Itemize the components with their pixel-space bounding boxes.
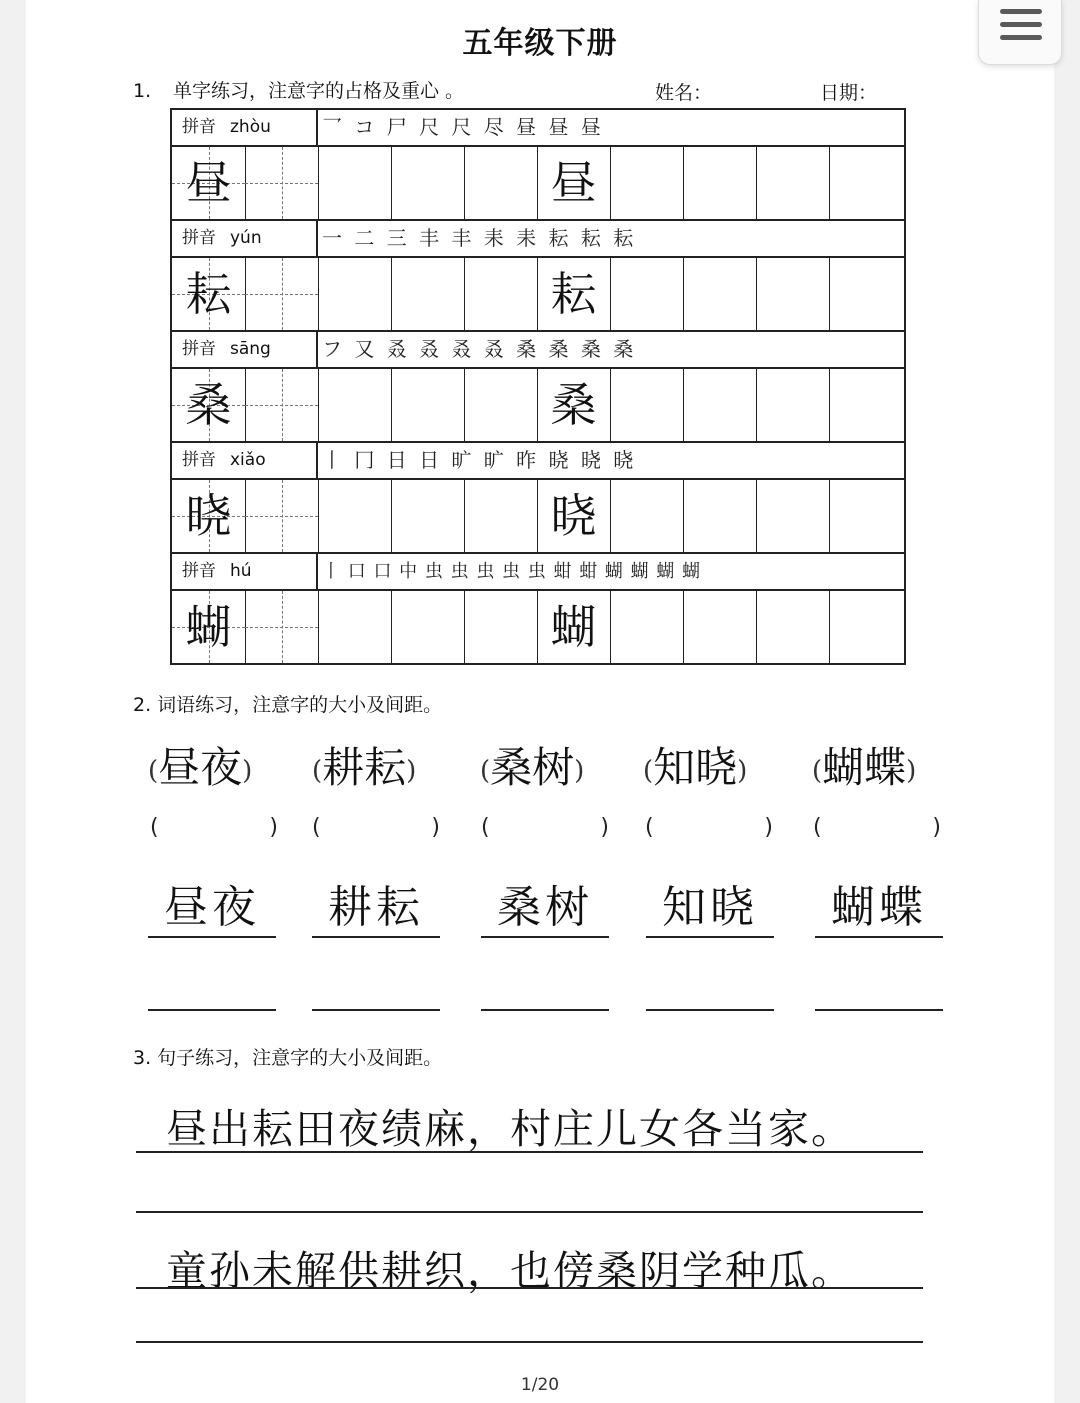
hamburger-menu-icon	[1000, 35, 1042, 40]
word-with-parens: (蝴蝶)	[812, 743, 917, 792]
pinyin-text: yún	[230, 228, 262, 248]
writing-cell	[464, 591, 538, 663]
empty-parens: ( )	[645, 815, 773, 840]
word-on-line: 蝴蝶	[815, 880, 943, 938]
blank-writing-line	[481, 1009, 609, 1011]
word-text: 昼夜	[158, 743, 243, 792]
hamburger-menu-icon	[1000, 9, 1042, 14]
sample-character: 耘	[550, 267, 597, 321]
character-practice-grid	[170, 108, 906, 665]
writing-cell-sample	[537, 591, 611, 663]
tracing-cell	[245, 258, 319, 330]
character-row	[172, 369, 904, 443]
pinyin-row	[172, 110, 904, 147]
pinyin-row	[172, 221, 904, 258]
section2-instruction: 2. 词语练习，注意字的大小及间距。	[133, 694, 443, 716]
tracing-cell	[245, 480, 319, 552]
pinyin-text: xiǎo	[230, 450, 266, 470]
model-character: 昼	[185, 156, 232, 210]
sentence-line	[136, 1287, 923, 1289]
pinyin-label: 拼音	[182, 339, 216, 359]
character-row	[172, 480, 904, 554]
character-row	[172, 258, 904, 332]
writing-cell	[683, 480, 757, 552]
writing-cell	[683, 591, 757, 663]
word-with-parens: (知晓)	[643, 743, 748, 792]
stroke-order: 乛 コ 尸 尺 尺 尽 昼 昼 昼	[322, 115, 604, 139]
writing-cell	[829, 147, 903, 219]
pinyin-label: 拼音	[182, 117, 216, 137]
section3-instruction: 3. 句子练习，注意字的大小及间距。	[133, 1047, 443, 1069]
sentence-line	[136, 1151, 923, 1153]
section1-instruction	[133, 76, 464, 103]
writing-cell	[610, 591, 684, 663]
sentence-text: 昼出耘田夜绩麻，村庄儿女各当家。	[166, 1105, 854, 1153]
writing-cell-sample	[537, 369, 611, 441]
stroke-order: 丨 冂 日 日 旷 旷 昨 晓 晓 晓	[322, 448, 637, 472]
pinyin-label-cell	[172, 110, 318, 145]
menu-button[interactable]	[978, 0, 1062, 65]
writing-cell	[610, 147, 684, 219]
writing-cell	[318, 591, 392, 663]
pinyin-text: hú	[230, 561, 252, 581]
writing-cell-sample	[537, 147, 611, 219]
writing-cell	[464, 480, 538, 552]
writing-cell	[610, 369, 684, 441]
model-cell	[172, 480, 246, 552]
writing-cell	[318, 480, 392, 552]
character-row	[172, 591, 904, 665]
stroke-order: フ 又 叒 叒 叒 叒 桑 桑 桑 桑	[322, 337, 637, 361]
writing-cell	[610, 258, 684, 330]
pinyin-label-cell	[172, 554, 318, 589]
word-with-parens: (昼夜)	[148, 743, 253, 792]
writing-cell	[683, 258, 757, 330]
writing-cell	[829, 369, 903, 441]
blank-sentence-line	[136, 1211, 923, 1213]
section1-number: 1.	[133, 80, 152, 102]
writing-cell	[683, 147, 757, 219]
writing-cell	[829, 591, 903, 663]
sample-character: 蝴	[550, 600, 597, 654]
model-character: 桑	[185, 378, 232, 432]
model-cell	[172, 591, 246, 663]
pinyin-label-cell	[172, 443, 318, 478]
writing-cell	[756, 480, 830, 552]
writing-cell	[391, 591, 465, 663]
name-label: 姓名：	[655, 82, 713, 104]
writing-cell	[391, 258, 465, 330]
sample-character: 晓	[550, 489, 597, 543]
pinyin-row	[172, 443, 904, 480]
tracing-cell	[245, 147, 319, 219]
blank-writing-line	[815, 1009, 943, 1011]
pinyin-row	[172, 332, 904, 369]
writing-cell	[829, 258, 903, 330]
sample-character: 昼	[550, 156, 597, 210]
model-cell	[172, 369, 246, 441]
writing-cell	[391, 147, 465, 219]
model-cell	[172, 147, 246, 219]
writing-cell	[756, 147, 830, 219]
writing-cell	[610, 480, 684, 552]
empty-parens: ( )	[312, 815, 440, 840]
writing-cell	[464, 369, 538, 441]
page-number: 1/20	[520, 1375, 560, 1395]
stroke-order: 一 二 三 丰 丰 耒 耒 耘 耘 耘	[322, 226, 637, 250]
pinyin-text: sāng	[230, 339, 271, 359]
writing-cell	[829, 480, 903, 552]
pinyin-label-cell	[172, 332, 318, 367]
sample-character: 桑	[550, 378, 597, 432]
writing-cell	[683, 369, 757, 441]
pinyin-label: 拼音	[182, 228, 216, 248]
writing-cell	[391, 369, 465, 441]
writing-cell	[318, 369, 392, 441]
stroke-order: 丨 口 口 中 虫 虫 虫 虫 虫 蚶 蚶 蝴 蝴 蝴 蝴	[322, 561, 702, 582]
date-label: 日期：	[820, 82, 878, 104]
sentence-text: 童孙未解供耕织，也傍桑阴学种瓜。	[166, 1247, 854, 1295]
pinyin-label-cell	[172, 221, 318, 256]
writing-cell	[756, 369, 830, 441]
empty-parens: ( )	[481, 815, 609, 840]
word-text: 桑树	[490, 743, 575, 792]
word-on-line: 昼夜	[148, 880, 276, 938]
word-text: 知晓	[653, 743, 738, 792]
writing-cell	[756, 591, 830, 663]
writing-cell	[318, 258, 392, 330]
section1-text: 单字练习，注意字的占格及重心 。	[173, 80, 465, 102]
character-row	[172, 147, 904, 221]
blank-writing-line	[312, 1009, 440, 1011]
model-character: 晓	[185, 489, 232, 543]
tracing-cell	[245, 369, 319, 441]
writing-cell	[464, 147, 538, 219]
blank-sentence-line	[136, 1341, 923, 1343]
pinyin-text: zhòu	[230, 117, 271, 137]
pinyin-label: 拼音	[182, 561, 216, 581]
writing-cell	[464, 258, 538, 330]
writing-cell	[318, 147, 392, 219]
word-with-parens: (桑树)	[480, 743, 585, 792]
writing-cell	[756, 258, 830, 330]
pinyin-label: 拼音	[182, 450, 216, 470]
empty-parens: ( )	[813, 815, 941, 840]
blank-writing-line	[148, 1009, 276, 1011]
writing-cell-sample	[537, 480, 611, 552]
word-on-line: 知晓	[646, 880, 774, 938]
model-cell	[172, 258, 246, 330]
word-text: 耕耘	[322, 743, 407, 792]
word-text: 蝴蝶	[822, 743, 907, 792]
tracing-cell	[245, 591, 319, 663]
pinyin-row	[172, 554, 904, 591]
writing-cell	[391, 480, 465, 552]
word-with-parens: (耕耘)	[312, 743, 417, 792]
word-on-line: 桑树	[481, 880, 609, 938]
hamburger-menu-icon	[1000, 22, 1042, 27]
model-character: 耘	[185, 267, 232, 321]
blank-writing-line	[646, 1009, 774, 1011]
model-character: 蝴	[185, 600, 232, 654]
writing-cell-sample	[537, 258, 611, 330]
page-title: 五年级下册	[462, 26, 618, 61]
word-on-line: 耕耘	[312, 880, 440, 938]
empty-parens: ( )	[150, 815, 278, 840]
